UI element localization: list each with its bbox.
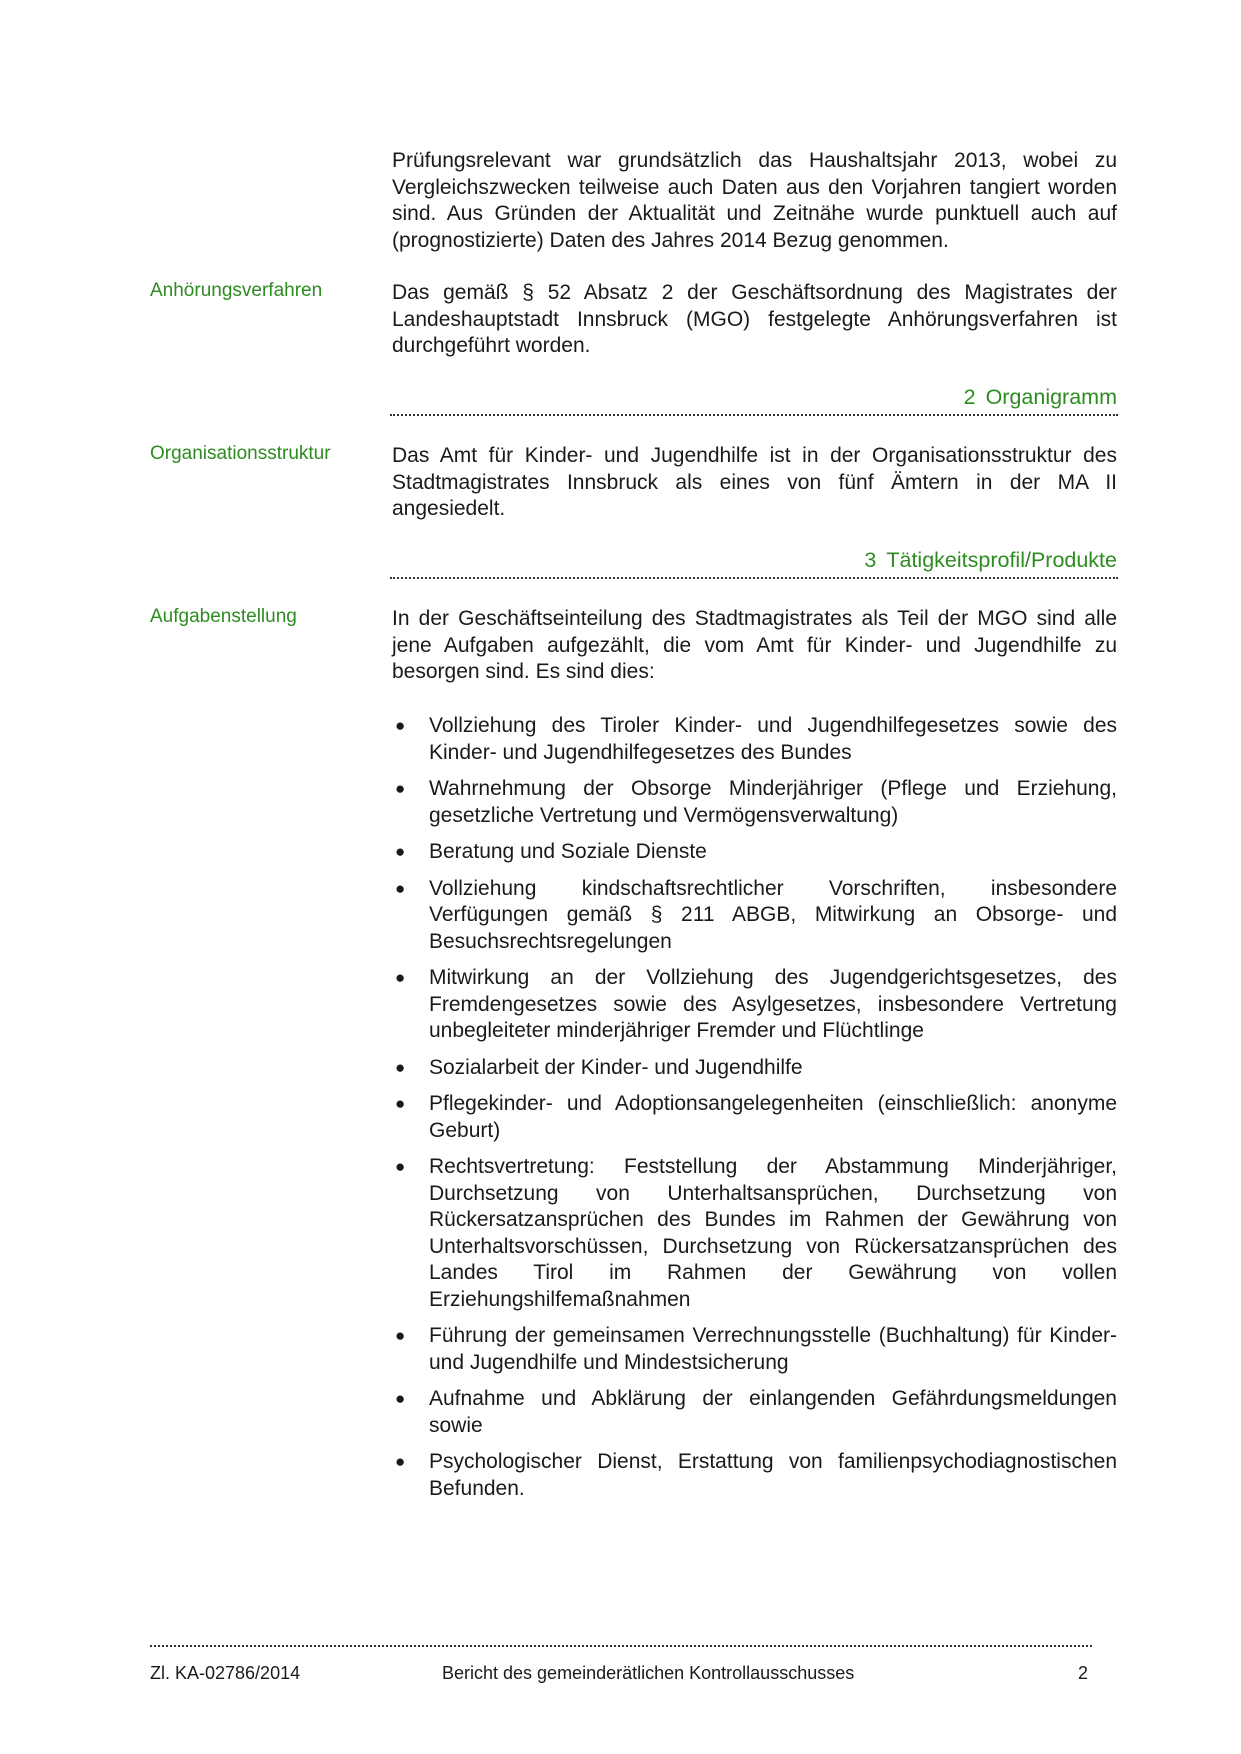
section-number: 3 <box>864 548 877 572</box>
bullet-icon: ● <box>395 1057 406 1077</box>
list-item: ● Sozialarbeit der Kinder- und Jugendhilfe <box>392 1055 1117 1082</box>
organisation-paragraph: Das Amt für Kinder- und Jugendhilfe ist in der Organisationsstruktur des Stadtmagistrates Innsbruck als eines von fünf Ämtern in der MA II angesiedelt. <box>392 444 1117 520</box>
section-number: 2 <box>963 385 976 409</box>
bullet-icon: ● <box>395 1389 406 1408</box>
footer-reference: Zl. KA-02786/2014 <box>150 1663 301 1683</box>
bullet-icon: ● <box>395 968 406 987</box>
bullet-icon: ● <box>395 716 406 735</box>
section-title: Organigramm <box>985 385 1117 409</box>
section-divider <box>390 414 1118 416</box>
list-item: ● Pflegekinder- und Adoptionsangelegenheiten (einschließlich: anonyme Geburt) <box>395 1092 1117 1142</box>
section-heading-2 <box>392 385 1117 410</box>
bullet-icon: ● <box>395 878 406 898</box>
list-item: ● Vollziehung des Tiroler Kinder- und Jugendhilfegesetzes sowie des Kinder- und Jugendhilfegesetzes des Bundes <box>395 714 1117 764</box>
side-label-anhoerung: Anhörungsverfahren <box>150 280 323 301</box>
list-item: ● Mitwirkung an der Vollziehung des Jugendgerichtsgesetzes, des Fremdengesetzes sowie des Asylgesetzes, insbesondere Vertretung unbegleiteter minderjähriger Fremder und Flüchtlinge <box>395 966 1117 1042</box>
list-item: ● Psychologischer Dienst, Erstattung von familienpsychodiagnostischen Befunden. <box>395 1450 1117 1500</box>
list-item: ● Rechtsvertretung: Feststellung der Abstammung Minderjähriger, Durchsetzung von Unterhaltsansprüchen, Durchsetzung von Rückersatzansprüchen des Bundes im Rahmen der Gewährung von Unterhaltsvorschüssen, Durchsetzung von Rückersatzansprüchen des Landes Tirol im Rahmen der Gewährung von vollen Erziehungshilfemaßnahmen <box>395 1155 1117 1311</box>
task-list <box>392 713 1117 1512</box>
side-label-organisation: Organisationsstruktur <box>150 443 331 464</box>
list-item: ● Aufnahme und Abklärung der einlangenden Gefährdungsmeldungen sowie <box>395 1387 1117 1437</box>
bullet-icon: ● <box>395 1452 406 1471</box>
list-item: ● Führung der gemeinsamen Verrechnungsstelle (Buchhaltung) für Kinder- und Jugendhilfe und Mindestsicherung <box>395 1324 1117 1374</box>
list-item: ● Vollziehung kindschaftsrechtlicher Vorschriften, insbesondere Verfügungen gemäß § 211 ABGB, Mitwirkung an Obsorge- und Besuchsrechtsregelungen <box>395 876 1117 953</box>
anhoerung-paragraph: Das gemäß § 52 Absatz 2 der Geschäftsordnung des Magistrates der Landeshauptstadt Innsbruck (MGO) festgelegte Anhörungsverfahren ist durchgeführt worden. <box>392 281 1117 357</box>
bullet-icon: ● <box>395 1094 406 1113</box>
footer-title: Bericht des gemeinderätlichen Kontrollausschusses <box>442 1663 855 1683</box>
intro-paragraph: Prüfungsrelevant war grundsätzlich das Haushaltsjahr 2013, wobei zu Vergleichszwecken teilweise auch Daten aus den Vorjahren tangiert worden sind. Aus Gründen der Aktualität und Zeitnähe wurde punktuell auch auf (prognostizierte) Daten des Jahres 2014 Bezug genommen. <box>392 149 1117 252</box>
bullet-icon: ● <box>395 1326 406 1345</box>
bullet-icon: ● <box>395 779 406 798</box>
footer-divider <box>150 1645 1092 1647</box>
list-item: ● Beratung und Soziale Dienste <box>392 839 1117 866</box>
page-number: 2 <box>1078 1663 1089 1683</box>
aufgaben-paragraph: In der Geschäftseinteilung des Stadtmagistrates als Teil der MGO sind alle jene Aufgaben aufgezählt, die vom Amt für Kinder- und Jugendhilfe zu besorgen sind. Es sind dies: <box>392 607 1117 683</box>
section-divider <box>390 577 1118 579</box>
side-label-aufgaben: Aufgabenstellung <box>150 606 297 627</box>
bullet-icon: ● <box>395 1157 406 1176</box>
section-title: Tätigkeitsprofil/Produkte <box>886 548 1117 572</box>
bullet-icon: ● <box>395 842 406 861</box>
section-heading-3 <box>392 548 1117 573</box>
list-item: ● Wahrnehmung der Obsorge Minderjähriger (Pflege und Erziehung, gesetzliche Vertretung und Vermögensverwaltung) <box>395 777 1117 827</box>
